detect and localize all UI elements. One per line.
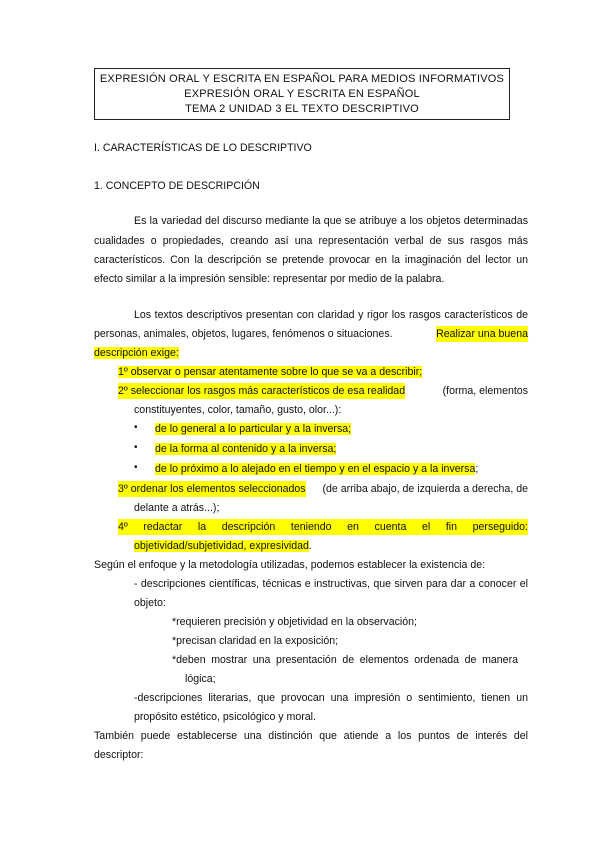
- para3-line-10: También puede establecerse una distinción que atiende a los puntos de interés del: [94, 730, 528, 742]
- para3-line-7: lógica;: [185, 673, 216, 685]
- step-3-line-2: delante a atrás...);: [134, 502, 220, 514]
- subsection-title: 1. CONCEPTO DE DESCRIPCIÓN: [94, 180, 260, 192]
- step-2-highlight: 2º seleccionar los rasgos más característicos de esa realidad: [118, 385, 406, 397]
- para3-line-11: descriptor:: [94, 749, 144, 761]
- step-4-line-2: [134, 538, 312, 554]
- bullet-3-text: de lo próximo a lo alejado en el tiempo y en el espacio y a la inversa: [155, 463, 476, 475]
- step-3-highlight: 3º ordenar los elementos seleccionados: [118, 483, 306, 495]
- para1-line-1: Es la variedad del discurso mediante la que se atribuye a los objetos determinadas: [134, 215, 528, 227]
- document-header: [94, 68, 510, 120]
- step-2: [118, 383, 528, 399]
- step-1: [118, 364, 422, 380]
- para1-line-2: cualidades o propiedades, creando así una representación verbal de sus rasgos más: [94, 235, 528, 247]
- para1-line-3: característicos. Con la descripción se pretende provocar en la imaginación del lector un: [94, 254, 528, 266]
- para3-line-4: *requieren precisión y objetividad en la observación;: [172, 616, 417, 628]
- para2-line-1: Los textos descriptivos presentan con claridad y rigor los rasgos característicos de: [134, 309, 528, 321]
- step-4-highlight: objetividad/subjetividad, expresividad: [134, 540, 309, 552]
- bullet-3: [155, 461, 478, 477]
- para3-line-1: Según el enfoque y la metodología utilizadas, podemos establecer la existencia de:: [94, 559, 486, 571]
- section-title: I. CARACTERÍSTICAS DE LO DESCRIPTIVO: [94, 142, 312, 154]
- bullet-icon: •: [134, 462, 138, 473]
- step-3: [118, 481, 528, 497]
- step-4-end: .: [308, 540, 312, 552]
- para3-line-9: propósito estético, psicológico y moral.: [134, 711, 316, 723]
- bullet-3-end: ;: [475, 463, 479, 475]
- step-4: [118, 519, 528, 535]
- bullet-icon: •: [134, 442, 138, 453]
- header-line-2: EXPRESIÓN ORAL Y ESCRITA EN ESPAÑOL: [184, 88, 420, 100]
- header-line-1: EXPRESIÓN ORAL Y ESCRITA EN ESPAÑOL PARA MEDIOS INFORMATIVOS: [99, 73, 505, 85]
- bullet-2-text: de la forma al contenido y a la inversa;: [155, 443, 337, 455]
- step-2-text: (forma, elementos: [442, 385, 528, 397]
- para3-line-2: - descripciones científicas, técnicas e instructivas, que sirven para dar a conocer el: [134, 578, 528, 590]
- bullet-1: [155, 421, 351, 437]
- step-3-text: (de arriba abajo, de izquierda a derecha, de: [322, 483, 528, 495]
- para2-line-3: [94, 345, 179, 361]
- para3-line-6: *deben mostrar una presentación de elementos ordenada de manera: [172, 654, 518, 666]
- para3-line-5: *precisan claridad en la exposición;: [172, 635, 339, 647]
- para2-line-2: [94, 326, 528, 342]
- bullet-2: [155, 441, 336, 457]
- para1-line-4: efecto similar a la impresión sensible: representar por medio de la palabra.: [94, 273, 445, 285]
- step-2-line-2: constituyentes, color, tamaño, gusto, olor...):: [134, 404, 342, 416]
- para2-highlight-2: descripción exige:: [94, 347, 179, 359]
- header-line-3: TEMA 2 UNIDAD 3 EL TEXTO DESCRIPTIVO: [185, 103, 419, 115]
- para2-highlight-1: Realizar una buena: [436, 328, 528, 340]
- bullet-1-text: de lo general a lo particular y a la inversa;: [155, 423, 352, 435]
- step-1-text: 1º observar o pensar atentamente sobre lo que se va a describir;: [118, 366, 423, 378]
- para3-line-8: -descripciones literarias, que provocan una impresión o sentimiento, tienen un: [134, 692, 528, 704]
- para3-line-3: objeto:: [134, 597, 166, 609]
- bullet-icon: •: [134, 422, 138, 433]
- step-4-text: 4º redactar la descripción teniendo en cuenta el fin perseguido:: [118, 521, 528, 533]
- para2-line-2-text: personas, animales, objetos, lugares, fenómenos o situaciones.: [94, 328, 393, 340]
